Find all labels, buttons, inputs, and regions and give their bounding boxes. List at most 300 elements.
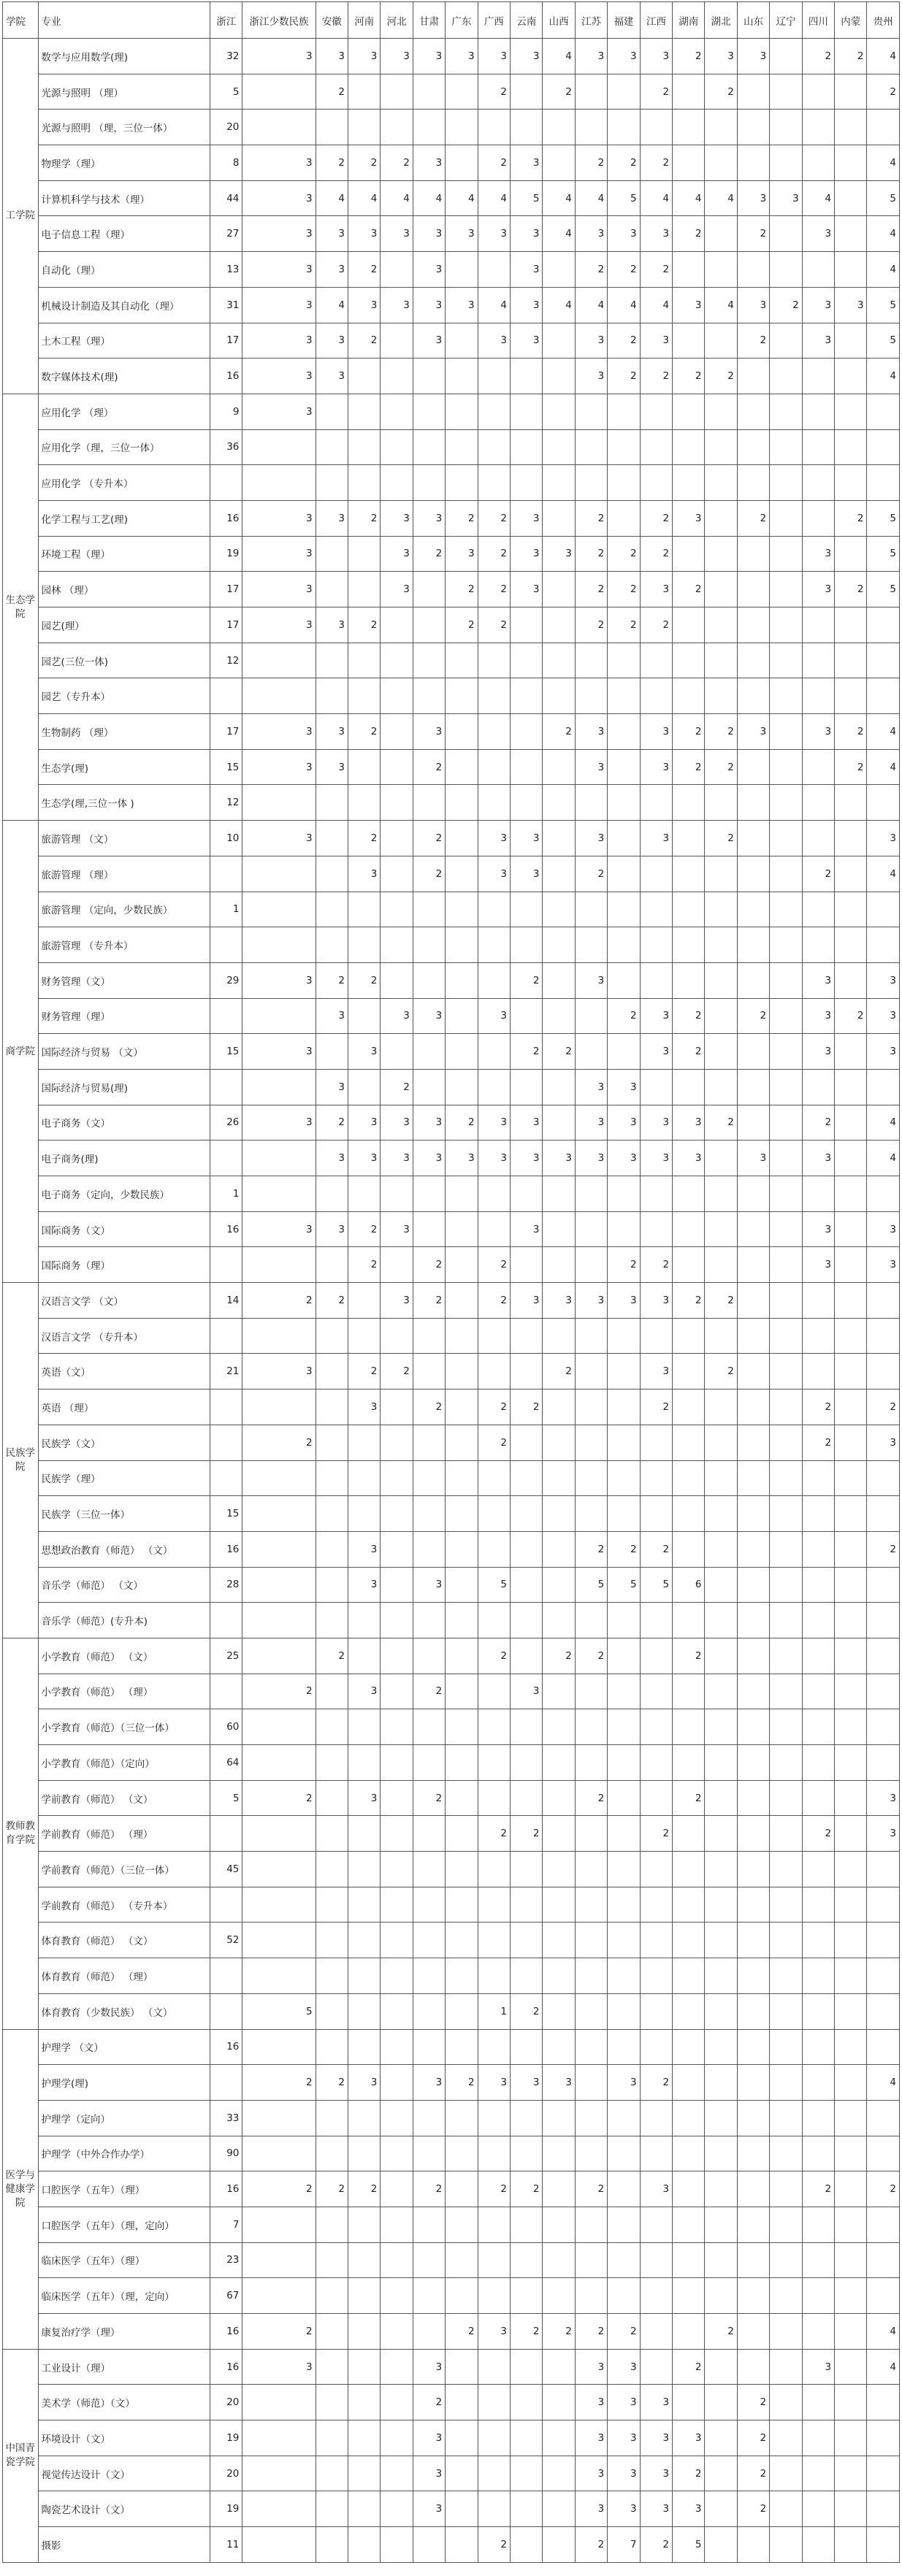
quota-cell: 5 [608,1567,640,1603]
quota-cell [381,2456,413,2491]
quota-cell: 3 [242,714,316,750]
quota-cell: 3 [802,536,834,572]
quota-cell [348,74,380,110]
table-row [3,2242,900,2278]
quota-cell [575,394,607,429]
quota-cell [316,1745,348,1781]
quota-cell [737,1460,769,1496]
quota-cell [770,394,802,429]
quota-cell [348,1745,380,1781]
quota-cell [640,429,672,465]
quota-cell [673,1993,705,2029]
major-cell: 物理学（理） [38,145,210,181]
quota-cell [413,110,445,145]
quota-cell [242,678,316,714]
quota-cell [770,74,802,110]
quota-cell: 2 [608,998,640,1034]
quota-cell [543,2136,575,2171]
major-cell: 摄影 [38,2527,210,2563]
quota-cell: 3 [242,1354,316,1389]
quota-cell: 3 [511,287,543,323]
quota-cell [413,1034,445,1070]
quota-cell [835,1638,867,1674]
quota-cell: 3 [242,216,316,252]
quota-cell [446,1603,478,1638]
quota-cell [673,2100,705,2136]
major-cell: 口腔医学（五年）（理，定向） [38,2207,210,2242]
quota-cell: 3 [802,323,834,359]
quota-cell [705,1318,737,1354]
quota-cell: 13 [210,252,242,288]
column-header: 山东 [737,2,769,39]
quota-cell [835,216,867,252]
quota-cell: 2 [640,1531,672,1567]
quota-cell [381,2242,413,2278]
quota-cell [348,927,380,963]
quota-cell [413,1887,445,1923]
quota-cell [802,1176,834,1212]
quota-cell [835,892,867,927]
quota-cell [640,785,672,821]
quota-cell [705,500,737,536]
quota-cell: 2 [478,1389,510,1425]
quota-cell: 3 [242,749,316,785]
quota-cell: 2 [705,2314,737,2350]
quota-cell [413,2278,445,2314]
quota-cell [446,1389,478,1425]
quota-cell: 3 [640,2491,672,2527]
quota-cell: 3 [640,2171,672,2207]
quota-cell [673,394,705,429]
column-header: 内蒙 [835,2,867,39]
quota-cell [608,856,640,892]
quota-cell: 25 [210,1638,242,1674]
quota-cell: 3 [381,1283,413,1319]
quota-cell [835,1460,867,1496]
quota-cell [575,1425,607,1460]
quota-cell [867,1069,900,1105]
quota-cell [446,74,478,110]
quota-cell: 2 [543,74,575,110]
quota-cell: 4 [381,180,413,216]
quota-cell [316,1425,348,1460]
quota-cell [835,1283,867,1319]
quota-cell [210,1460,242,1496]
quota-cell: 2 [608,536,640,572]
quota-cell [673,892,705,927]
quota-cell [608,1354,640,1389]
quota-cell [381,749,413,785]
quota-cell [673,429,705,465]
quota-cell [543,145,575,181]
quota-cell [210,1887,242,1923]
quota-cell [835,1923,867,1958]
table-row [3,1176,900,1212]
quota-cell [802,2456,834,2491]
quota-cell: 3 [413,2349,445,2385]
quota-cell [543,998,575,1034]
table-row [3,1603,900,1638]
table-row [3,287,900,323]
quota-cell [242,1531,316,1567]
quota-cell [770,2420,802,2456]
quota-cell: 3 [608,1283,640,1319]
quota-cell [348,2029,380,2065]
quota-cell [316,465,348,501]
table-row [3,216,900,252]
quota-cell [381,927,413,963]
quota-cell: 2 [673,998,705,1034]
quota-cell [242,1638,316,1674]
quota-cell: 3 [413,323,445,359]
quota-cell [835,110,867,145]
quota-cell [381,2349,413,2385]
quota-cell [770,1674,802,1709]
quota-cell: 2 [348,821,380,856]
quota-cell: 26 [210,1105,242,1141]
quota-cell [316,2491,348,2527]
quota-cell [673,1958,705,1994]
quota-cell [673,1674,705,1709]
quota-cell [478,2278,510,2314]
quota-cell [413,465,445,501]
quota-cell: 3 [640,572,672,607]
quota-cell [511,2527,543,2563]
quota-cell [478,1069,510,1105]
quota-cell: 4 [802,180,834,216]
quota-cell: 2 [705,1283,737,1319]
quota-cell: 3 [575,1105,607,1141]
major-cell: 园艺(三位一体) [38,643,210,678]
quota-cell [867,394,900,429]
quota-cell: 2 [640,1389,672,1425]
quota-cell: 3 [381,287,413,323]
quota-cell [770,1923,802,1958]
quota-cell [737,1993,769,2029]
quota-cell [835,2171,867,2207]
quota-cell [242,1923,316,1958]
quota-cell: 3 [802,1141,834,1176]
quota-cell: 3 [316,998,348,1034]
quota-cell [575,678,607,714]
quota-cell [770,2527,802,2563]
quota-cell: 2 [242,1780,316,1816]
quota-cell: 3 [381,536,413,572]
quota-cell [543,1176,575,1212]
quota-cell [242,1176,316,1212]
quota-cell: 3 [316,359,348,394]
quota-cell [413,359,445,394]
quota-cell [802,1958,834,1994]
quota-cell [511,1567,543,1603]
quota-cell [381,1993,413,2029]
quota-cell [446,2029,478,2065]
quota-cell [413,1852,445,1887]
quota-cell [770,2456,802,2491]
quota-cell [381,2207,413,2242]
quota-cell [316,1674,348,1709]
quota-cell [543,1069,575,1105]
quota-cell [511,749,543,785]
quota-cell [770,892,802,927]
quota-cell: 3 [770,180,802,216]
quota-cell: 3 [673,2420,705,2456]
quota-cell [770,785,802,821]
quota-cell [446,110,478,145]
quota-cell [575,1034,607,1070]
table-row [3,1638,900,1674]
quota-cell: 4 [867,145,900,181]
quota-cell: 4 [348,180,380,216]
column-header: 专业 [38,2,210,39]
quota-cell [770,216,802,252]
quota-cell [210,1603,242,1638]
quota-cell: 2 [608,1247,640,1283]
quota-cell [511,892,543,927]
quota-cell [316,429,348,465]
table-row [3,1993,900,2029]
quota-cell [835,1993,867,2029]
quota-cell: 2 [543,1354,575,1389]
quota-cell [737,1034,769,1070]
quota-cell [511,2385,543,2420]
quota-cell: 2 [478,145,510,181]
quota-cell [802,1354,834,1389]
quota-cell [511,1603,543,1638]
quota-cell: 23 [210,2242,242,2278]
quota-cell [348,1852,380,1887]
quota-cell [478,892,510,927]
quota-cell [242,74,316,110]
quota-cell [242,2136,316,2171]
quota-cell [867,2278,900,2314]
quota-cell [242,2420,316,2456]
quota-cell [381,1567,413,1603]
quota-cell [446,1496,478,1532]
quota-cell: 2 [348,323,380,359]
college-cell: 民族学院 [3,1283,39,1638]
quota-cell [835,1603,867,1638]
quota-cell [802,2029,834,2065]
quota-cell [737,2029,769,2065]
quota-cell [446,2491,478,2527]
quota-cell [640,465,672,501]
quota-cell [802,1638,834,1674]
table-row [3,749,900,785]
quota-cell [446,821,478,856]
quota-cell [242,1389,316,1425]
table-row [3,1567,900,1603]
quota-cell [705,1069,737,1105]
quota-cell [608,465,640,501]
quota-cell [316,821,348,856]
table-row [3,465,900,501]
quota-cell: 2 [867,1389,900,1425]
quota-cell [478,1852,510,1887]
quota-cell: 8 [210,145,242,181]
major-cell: 应用化学 （理） [38,394,210,429]
quota-cell [446,785,478,821]
quota-cell: 3 [511,1211,543,1247]
quota-cell: 2 [575,1638,607,1674]
quota-cell [705,1816,737,1852]
quota-cell [705,2349,737,2385]
quota-cell [770,643,802,678]
quota-cell [705,1389,737,1425]
quota-cell: 3 [640,1034,672,1070]
quota-cell [673,1247,705,1283]
quota-cell [348,2491,380,2527]
quota-cell [608,927,640,963]
quota-cell: 3 [511,216,543,252]
quota-cell [737,252,769,288]
quota-cell [673,1069,705,1105]
quota-cell [737,1354,769,1389]
quota-cell [608,1425,640,1460]
quota-cell [446,927,478,963]
quota-cell: 2 [705,359,737,394]
quota-cell [478,1211,510,1247]
major-cell: 康复治疗学（理） [38,2314,210,2350]
quota-cell: 3 [413,998,445,1034]
quota-cell [381,892,413,927]
quota-cell [413,572,445,607]
quota-cell [835,2527,867,2563]
quota-cell [316,572,348,607]
table-row [3,1780,900,1816]
quota-cell [608,429,640,465]
quota-cell [608,1389,640,1425]
quota-cell [316,927,348,963]
quota-cell [802,607,834,643]
quota-cell [381,2065,413,2101]
quota-cell: 2 [673,1283,705,1319]
quota-cell [640,1887,672,1923]
quota-cell: 3 [242,39,316,74]
quota-cell [210,856,242,892]
quota-cell [705,2456,737,2491]
quota-cell [770,110,802,145]
quota-cell [575,74,607,110]
quota-cell [705,1923,737,1958]
quota-cell [737,145,769,181]
quota-cell: 2 [575,500,607,536]
quota-cell [705,2278,737,2314]
quota-cell [835,536,867,572]
college-cell: 中国青瓷学院 [3,2349,39,2562]
quota-cell: 3 [802,572,834,607]
quota-cell: 3 [608,2491,640,2527]
quota-cell [478,2420,510,2456]
table-row [3,1354,900,1389]
quota-cell [543,252,575,288]
quota-cell [381,2385,413,2420]
quota-cell [478,359,510,394]
quota-cell: 2 [673,39,705,74]
quota-cell [770,252,802,288]
quota-cell [835,678,867,714]
quota-cell [348,2278,380,2314]
quota-cell [381,714,413,750]
quota-cell: 3 [673,2491,705,2527]
quota-cell [770,678,802,714]
quota-cell [608,1993,640,2029]
quota-cell: 2 [737,323,769,359]
quota-cell: 2 [478,2171,510,2207]
quota-cell [348,678,380,714]
quota-cell: 3 [478,1105,510,1141]
quota-cell [835,429,867,465]
quota-cell [543,2207,575,2242]
quota-cell [575,110,607,145]
quota-cell [737,1069,769,1105]
quota-cell: 2 [737,500,769,536]
quota-cell: 16 [210,1211,242,1247]
quota-cell [478,465,510,501]
quota-cell [640,1069,672,1105]
quota-cell: 15 [210,1034,242,1070]
quota-cell [802,429,834,465]
quota-cell [316,2100,348,2136]
quota-cell [835,607,867,643]
quota-cell [835,2456,867,2491]
table-row [3,1745,900,1781]
quota-cell [511,429,543,465]
major-cell: 财务管理（理） [38,998,210,1034]
quota-cell [348,2420,380,2456]
quota-cell [608,500,640,536]
quota-cell [640,2029,672,2065]
table-row [3,2171,900,2207]
quota-cell: 3 [242,2349,316,2385]
quota-cell: 2 [802,1389,834,1425]
quota-cell: 2 [348,145,380,181]
quota-cell [608,643,640,678]
quota-cell [511,2242,543,2278]
quota-cell [673,1496,705,1532]
quota-cell [673,1923,705,1958]
major-cell: 环境设计（文） [38,2420,210,2456]
column-header: 江苏 [575,2,607,39]
quota-cell [413,429,445,465]
quota-cell [705,1638,737,1674]
quota-cell [575,1923,607,1958]
table-row [3,856,900,892]
quota-cell [511,607,543,643]
quota-cell [446,1034,478,1070]
quota-cell [478,1496,510,1532]
quota-cell: 6 [673,1567,705,1603]
major-cell: 小学教育（师范） （理） [38,1674,210,1709]
quota-cell [835,1105,867,1141]
quota-cell [242,2456,316,2491]
quota-cell [316,394,348,429]
quota-cell [770,1247,802,1283]
quota-cell [867,2385,900,2420]
quota-cell [867,1567,900,1603]
quota-cell: 2 [413,1389,445,1425]
table-row [3,110,900,145]
quota-cell [835,1852,867,1887]
quota-cell: 3 [348,1567,380,1603]
quota-cell [802,1318,834,1354]
quota-cell [770,607,802,643]
table-row [3,1852,900,1887]
quota-cell [348,2385,380,2420]
quota-cell [608,1211,640,1247]
quota-cell: 3 [478,998,510,1034]
quota-cell [575,998,607,1034]
